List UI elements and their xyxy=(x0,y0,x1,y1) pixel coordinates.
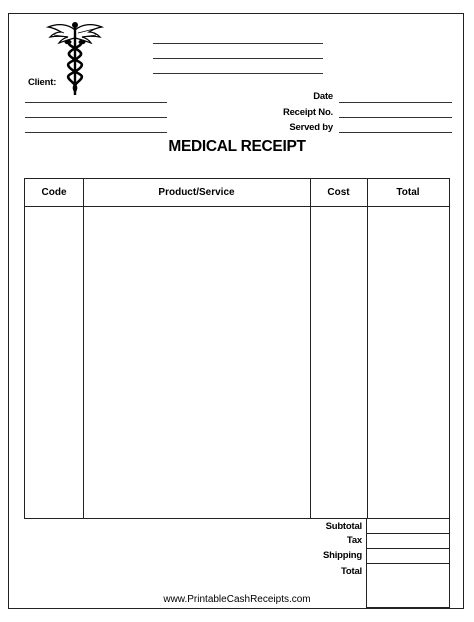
address-line-1[interactable] xyxy=(153,43,323,44)
date-label: Date xyxy=(313,91,333,102)
subtotal-field[interactable] xyxy=(367,518,449,534)
served-by-field[interactable] xyxy=(339,132,452,133)
receipt-no-label: Receipt No. xyxy=(282,107,333,118)
footer-website[interactable]: www.PrintableCashReceipts.com xyxy=(163,594,311,605)
client-line-1[interactable] xyxy=(25,102,167,103)
subtotal-label: Subtotal xyxy=(325,521,362,532)
column-header-code: Code xyxy=(25,179,83,207)
shipping-label: Shipping xyxy=(322,550,362,561)
total-label: Total xyxy=(341,566,362,577)
column-header-total: Total xyxy=(367,179,449,207)
client-line-2[interactable] xyxy=(25,117,167,118)
tax-field[interactable] xyxy=(367,534,449,549)
column-header-cost: Cost xyxy=(310,179,367,207)
shipping-field[interactable] xyxy=(367,549,449,564)
column-divider xyxy=(367,179,368,518)
column-divider xyxy=(83,179,84,518)
date-field[interactable] xyxy=(339,102,452,103)
served-by-label: Served by xyxy=(289,122,333,133)
column-header-product-service: Product/Service xyxy=(83,179,310,207)
address-line-2[interactable] xyxy=(153,58,323,59)
tax-label: Tax xyxy=(346,535,362,546)
address-line-3[interactable] xyxy=(153,73,323,74)
client-line-3[interactable] xyxy=(25,132,167,133)
receipt-no-field[interactable] xyxy=(339,117,452,118)
items-table xyxy=(24,178,450,519)
column-divider xyxy=(310,179,311,518)
client-label: Client: xyxy=(28,77,57,88)
document-title: MEDICAL RECEIPT xyxy=(168,138,306,155)
